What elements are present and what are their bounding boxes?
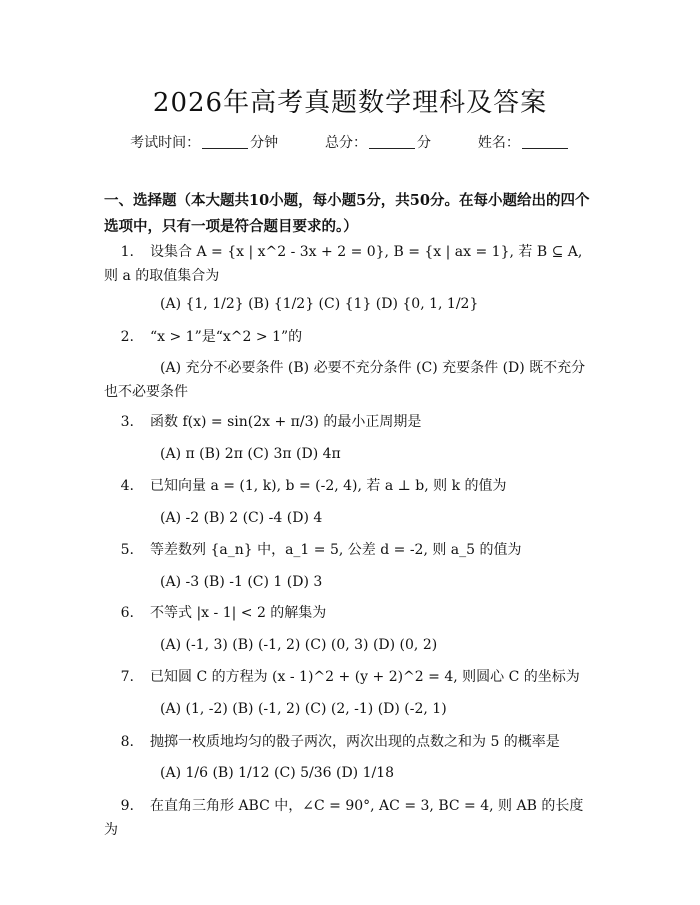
options-text: (A) -3 (B) -1 (C) 1 (D) 3 xyxy=(160,574,323,590)
question-number: 7. xyxy=(120,669,134,685)
question-text: 函数 f(x) = sin(2x + π/3) 的最小正周期是 xyxy=(150,414,422,430)
name-blank xyxy=(522,136,568,149)
score-blank xyxy=(369,136,415,149)
question-text: 设集合 A = {x | x^2 - 3x + 2 = 0}, B = {x | ax = 1}, 若 B ⊆ A, 则 a 的取值集合为 xyxy=(104,244,583,284)
question-item xyxy=(104,325,594,349)
question-item xyxy=(104,601,594,625)
question-item xyxy=(104,410,594,434)
options-text: (A) (-1, 3) (B) (-1, 2) (C) (0, 3) (D) (0, 2) xyxy=(160,637,438,653)
question-text: 不等式 |x - 1| < 2 的解集为 xyxy=(150,605,327,621)
question-text: 已知圆 C 的方程为 (x - 1)^2 + (y + 2)^2 = 4, 则圆心 C 的坐标为 xyxy=(150,669,580,685)
question-number: 9. xyxy=(120,798,134,814)
question-item xyxy=(104,730,594,754)
question-number: 1. xyxy=(120,244,134,260)
question-options xyxy=(104,506,594,530)
question-options xyxy=(104,442,594,466)
question-number: 6. xyxy=(120,605,134,621)
options-text: (A) -2 (B) 2 (C) -4 (D) 4 xyxy=(160,510,323,526)
question-options xyxy=(104,761,594,785)
options-text: (A) 1/6 (B) 1/12 (C) 5/36 (D) 1/18 xyxy=(160,765,395,781)
options-text: (A) 充分不必要条件 (B) 必要不充分条件 (C) 充要条件 (D) 既不充分也不必要条件 xyxy=(104,360,586,400)
question-number: 3. xyxy=(120,414,134,430)
question-number: 5. xyxy=(120,542,134,558)
question-number: 8. xyxy=(120,734,134,750)
question-text: 已知向量 a = (1, k), b = (-2, 4), 若 a ⊥ b, 则 k 的值为 xyxy=(150,478,507,494)
name-label: 姓名： xyxy=(477,135,520,151)
page-title: 2026年高考真题数学理科及答案 xyxy=(152,88,548,118)
time-blank xyxy=(202,136,248,149)
question-options xyxy=(104,356,594,404)
question-text: 等差数列 {a_n} 中，a_1 = 5, 公差 d = -2, 则 a_5 的值为 xyxy=(150,542,522,558)
score-label: 总分： xyxy=(325,135,367,151)
question-item xyxy=(104,794,594,842)
question-text: “x > 1”是“x^2 > 1”的 xyxy=(150,329,303,345)
question-options xyxy=(104,633,594,657)
question-text: 在直角三角形 ABC 中，∠C = 90°, AC = 3, BC = 4, 则 AB 的长度为 xyxy=(104,798,584,838)
question-text: 抛掷一枚质地均匀的骰子两次，两次出现的点数之和为 5 的概率是 xyxy=(150,734,560,750)
question-options xyxy=(104,697,594,721)
options-text: (A) {1, 1/2} (B) {1/2} (C) {1} (D) {0, 1, 1/2} xyxy=(160,296,479,312)
question-item xyxy=(104,240,594,288)
question-number: 2. xyxy=(120,329,134,345)
options-text: (A) (1, -2) (B) (-1, 2) (C) (2, -1) (D) (-2, 1) xyxy=(160,701,447,717)
score-unit: 分 xyxy=(417,135,431,151)
time-unit: 分钟 xyxy=(250,135,279,151)
time-label: 考试时间： xyxy=(130,135,201,151)
options-text: (A) π (B) 2π (C) 3π (D) 4π xyxy=(160,446,341,462)
question-options xyxy=(104,292,594,316)
question-number: 4. xyxy=(120,478,134,494)
question-item xyxy=(104,665,594,689)
question-item xyxy=(104,474,594,498)
exam-meta xyxy=(0,132,700,152)
question-item xyxy=(104,538,594,562)
section-heading: 一、选择题（本大题共10小题，每小题5分，共50分。在每小题给出的四个选项中，只有一项是符合题目要求的。） xyxy=(104,192,590,235)
question-options xyxy=(104,570,594,594)
